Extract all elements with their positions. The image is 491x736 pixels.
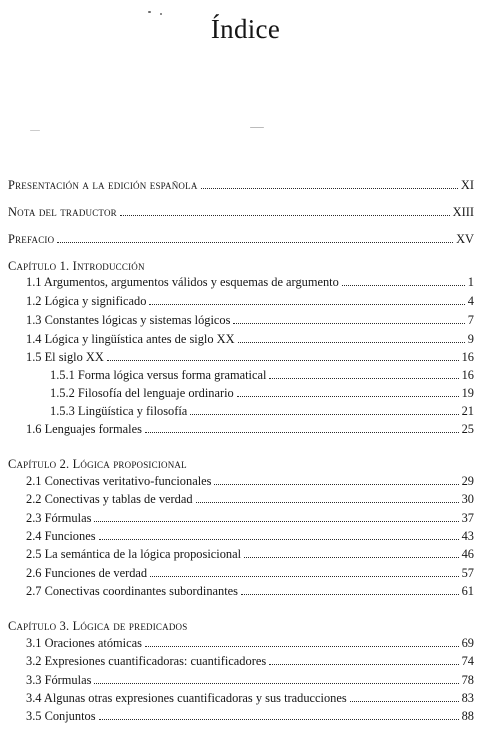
toc-entry-presentacion[interactable] [8,178,474,196]
toc-entry-label: Presentación a la edición española [8,178,198,192]
toc-entry-1-5-3[interactable] [50,404,474,422]
chapter-heading-1: Capítulo 1. Introducción [8,259,145,273]
toc-entry-page: 21 [461,404,474,418]
scan-speck [160,13,162,15]
leader-dots [238,333,465,343]
leader-dots [201,179,458,189]
toc-entry-page: 74 [461,654,474,668]
toc-entry-page: 43 [461,529,474,543]
toc-entry-2-2[interactable] [26,492,474,510]
toc-entry-label: 3.5 Conjuntos [26,709,96,723]
toc-entry-2-6[interactable] [26,566,474,584]
toc-entry-label: 2.2 Conectivas y tablas de verdad [26,492,193,506]
toc-entry-label: 2.5 La semántica de la lógica proposicional [26,547,242,561]
toc-entry-label: 1.1 Argumentos, argumentos válidos y esquemas de argumento [26,275,339,289]
toc-entry-label: 2.3 Fórmulas [26,511,92,525]
toc-entry-label: 2.1 Conectivas veritativo-funcionales [26,474,212,488]
toc-entry-page: 1 [467,275,474,289]
scan-speck [148,11,151,13]
page-title: Índice [210,14,281,44]
toc-entry-page: 57 [461,566,474,580]
toc-entry-label: Nota del traductor [8,205,117,219]
toc-entry-3-3[interactable] [26,673,474,691]
toc-entry-page: 78 [461,673,474,687]
leader-dots [99,710,459,720]
toc-entry-page: 9 [467,332,474,346]
scan-speck [250,127,264,128]
toc-entry-page: XV [456,232,474,246]
toc-entry-label: 2.7 Conectivas coordinantes subordinantes [26,584,238,598]
toc-entry-label: 3.2 Expresiones cuantificadoras: cuantificadores [26,654,267,668]
toc-entry-nota-traductor[interactable] [8,205,474,223]
leader-dots [145,637,459,647]
toc-entry-label: 1.5.3 Lingüística y filosofía [50,404,188,418]
leader-dots [237,387,459,397]
toc-entry-1-3[interactable] [26,313,474,331]
toc-entry-label: 3.1 Oraciones atómicas [26,636,142,650]
chapter-heading-2: Capítulo 2. Lógica proposicional [8,457,187,471]
toc-entry-page: XIII [452,205,474,219]
toc-entry-label: 1.4 Lógica y lingüística antes de siglo XX [26,332,235,346]
toc-entry-3-4[interactable] [26,691,474,709]
toc-entry-1-5[interactable] [26,350,474,368]
toc-entry-label: 3.3 Fórmulas [26,673,92,687]
toc-entry-1-6[interactable] [26,422,474,440]
scan-speck [30,130,40,131]
toc-entry-page: 16 [461,350,474,364]
toc-entry-page: 16 [461,368,474,382]
toc-entry-page: 19 [461,386,474,400]
chapter-heading-3: Capítulo 3. Lógica de predicados [8,619,188,633]
toc-entry-prefacio[interactable] [8,232,474,250]
toc-entry-1-4[interactable] [26,332,474,350]
toc-entry-1-2[interactable] [26,294,474,312]
toc-entry-3-2[interactable] [26,654,474,672]
toc-entry-label: 2.6 Funciones de verdad [26,566,148,580]
toc-entry-1-5-1[interactable] [50,368,474,386]
toc-entry-label: 1.5.2 Filosofía del lenguaje ordinario [50,386,234,400]
leader-dots [94,512,458,522]
toc-entry-page: 37 [461,511,474,525]
toc-entry-3-5[interactable] [26,709,474,727]
toc-entry-page: 69 [461,636,474,650]
leader-dots [214,475,458,485]
toc-entry-label: 1.2 Lógica y significado [26,294,147,308]
toc-entry-label: 1.6 Lenguajes formales [26,422,142,436]
toc-entry-1-1[interactable] [26,275,474,293]
leader-dots [196,493,459,503]
toc-entry-page: 29 [461,474,474,488]
leader-dots [120,206,450,216]
toc-entry-label: 1.5 El siglo XX [26,350,104,364]
toc-entry-label: 2.4 Funciones [26,529,96,543]
toc-entry-page: 83 [461,691,474,705]
leader-dots [342,276,465,286]
leader-dots [269,369,458,379]
leader-dots [350,692,459,702]
toc-entry-2-3[interactable] [26,511,474,529]
leader-dots [94,674,458,684]
leader-dots [244,548,459,558]
leader-dots [150,567,458,577]
leader-dots [99,530,459,540]
leader-dots [57,233,453,243]
toc-entry-2-5[interactable] [26,547,474,565]
leader-dots [233,314,464,324]
toc-entry-page: XI [460,178,474,192]
toc-entry-1-5-2[interactable] [50,386,474,404]
toc-entry-page: 4 [467,294,474,308]
toc-entry-label: 1.5.1 Forma lógica versus forma gramatical [50,368,267,382]
leader-dots [149,295,464,305]
leader-dots [107,351,459,361]
toc-entry-page: 46 [461,547,474,561]
toc-entry-label: Prefacio [8,232,55,246]
toc-entry-label: 1.3 Constantes lógicas y sistemas lógicos [26,313,231,327]
leader-dots [145,423,459,433]
toc-entry-label: 3.4 Algunas otras expresiones cuantificadoras y sus traducciones [26,691,347,705]
toc-entry-2-7[interactable] [26,584,474,602]
toc-entry-page: 25 [461,422,474,436]
toc-entry-3-1[interactable] [26,636,474,654]
leader-dots [190,405,458,415]
toc-entry-page: 7 [467,313,474,327]
leader-dots [269,655,458,665]
toc-entry-page: 30 [461,492,474,506]
toc-entry-2-4[interactable] [26,529,474,547]
toc-entry-2-1[interactable] [26,474,474,492]
toc-entry-page: 88 [461,709,474,723]
toc-entry-page: 61 [461,584,474,598]
leader-dots [241,585,459,595]
